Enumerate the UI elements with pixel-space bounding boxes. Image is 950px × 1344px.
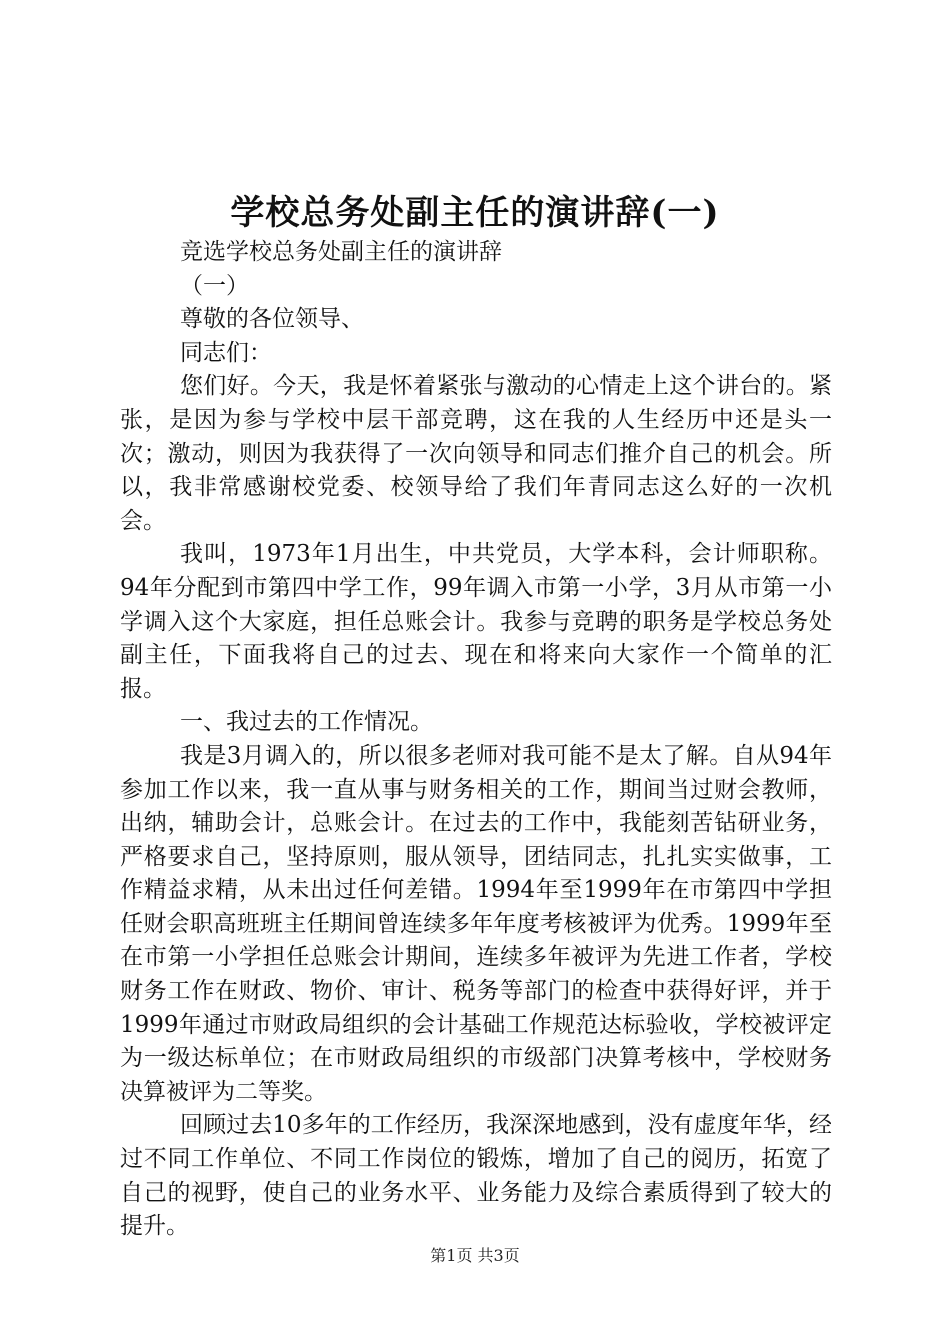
- subtitle-number: （一）: [180, 272, 249, 299]
- paragraph-past-work: 我是3月调入的，所以很多老师对我可能不是太了解。自从94年参加工作以来，我一直从事与财务相关的工作，期间当过财会教师，出纳，辅助会计，总账会计。在过去的工作中，我能刻苦钻研业务，严格要求自己，坚持原则，服从领导，团结同志，扎扎实实做事，工作精益求精，从未出过任何差错。1994年至1999年在市第四中学担任财会职高班班主任期间曾连续多年年度考核被评为优秀。1999年至在市第一小学担任总账会计期间，连续多年被评为先进工作者，学校财务工作在财政、物价、审计、税务等部门的检查中获得好评，并于1999年通过市财政局组织的会计基础工作规范达标验收，学校被评定为一级达标单位；在市财政局组织的市级部门决算考核中，学校财务决算被评为二等奖。: [120, 742, 832, 1105]
- page-footer: 第1页 共3页: [430, 1246, 520, 1265]
- salutation-comrades: 同志们：: [180, 339, 272, 366]
- document-title: 学校总务处副主任的演讲辞(一): [230, 193, 720, 233]
- paragraph-introduction: 我叫，1973年1月出生，中共党员，大学本科，会计师职称。94年分配到市第四中学工作，99年调入市第一小学，3月从市第一小学调入这个大家庭，担任总账会计。我参与竞聘的职务是学校总务处副主任，下面我将自己的过去、现在和将来向大家作一个简单的汇报。: [120, 541, 832, 702]
- paragraph-greeting: 您们好。今天，我是怀着紧张与激动的心情走上这个讲台的。紧张，是因为参与学校中层干部竞聘，这在我的人生经历中还是头一次；激动，则因为我获得了一次向领导和同志们推介自己的机会。所以，我非常感谢校党委、校领导给了我们年青同志这么好的一次机会。: [120, 373, 832, 534]
- salutation-leaders: 尊敬的各位领导、: [180, 306, 364, 333]
- subtitle: 竞选学校总务处副主任的演讲辞: [180, 239, 502, 265]
- document-body: [120, 236, 832, 1244]
- paragraph-reflection: 回顾过去10多年的工作经历，我深深地感到，没有虚度年华，经过不同工作单位、不同工作岗位的锻炼，增加了自己的阅历，拓宽了自己的视野，使自己的业务水平、业务能力及综合素质得到了较大的提升。: [120, 1112, 832, 1240]
- section-heading-past-work: 一、我过去的工作情况。: [180, 709, 433, 736]
